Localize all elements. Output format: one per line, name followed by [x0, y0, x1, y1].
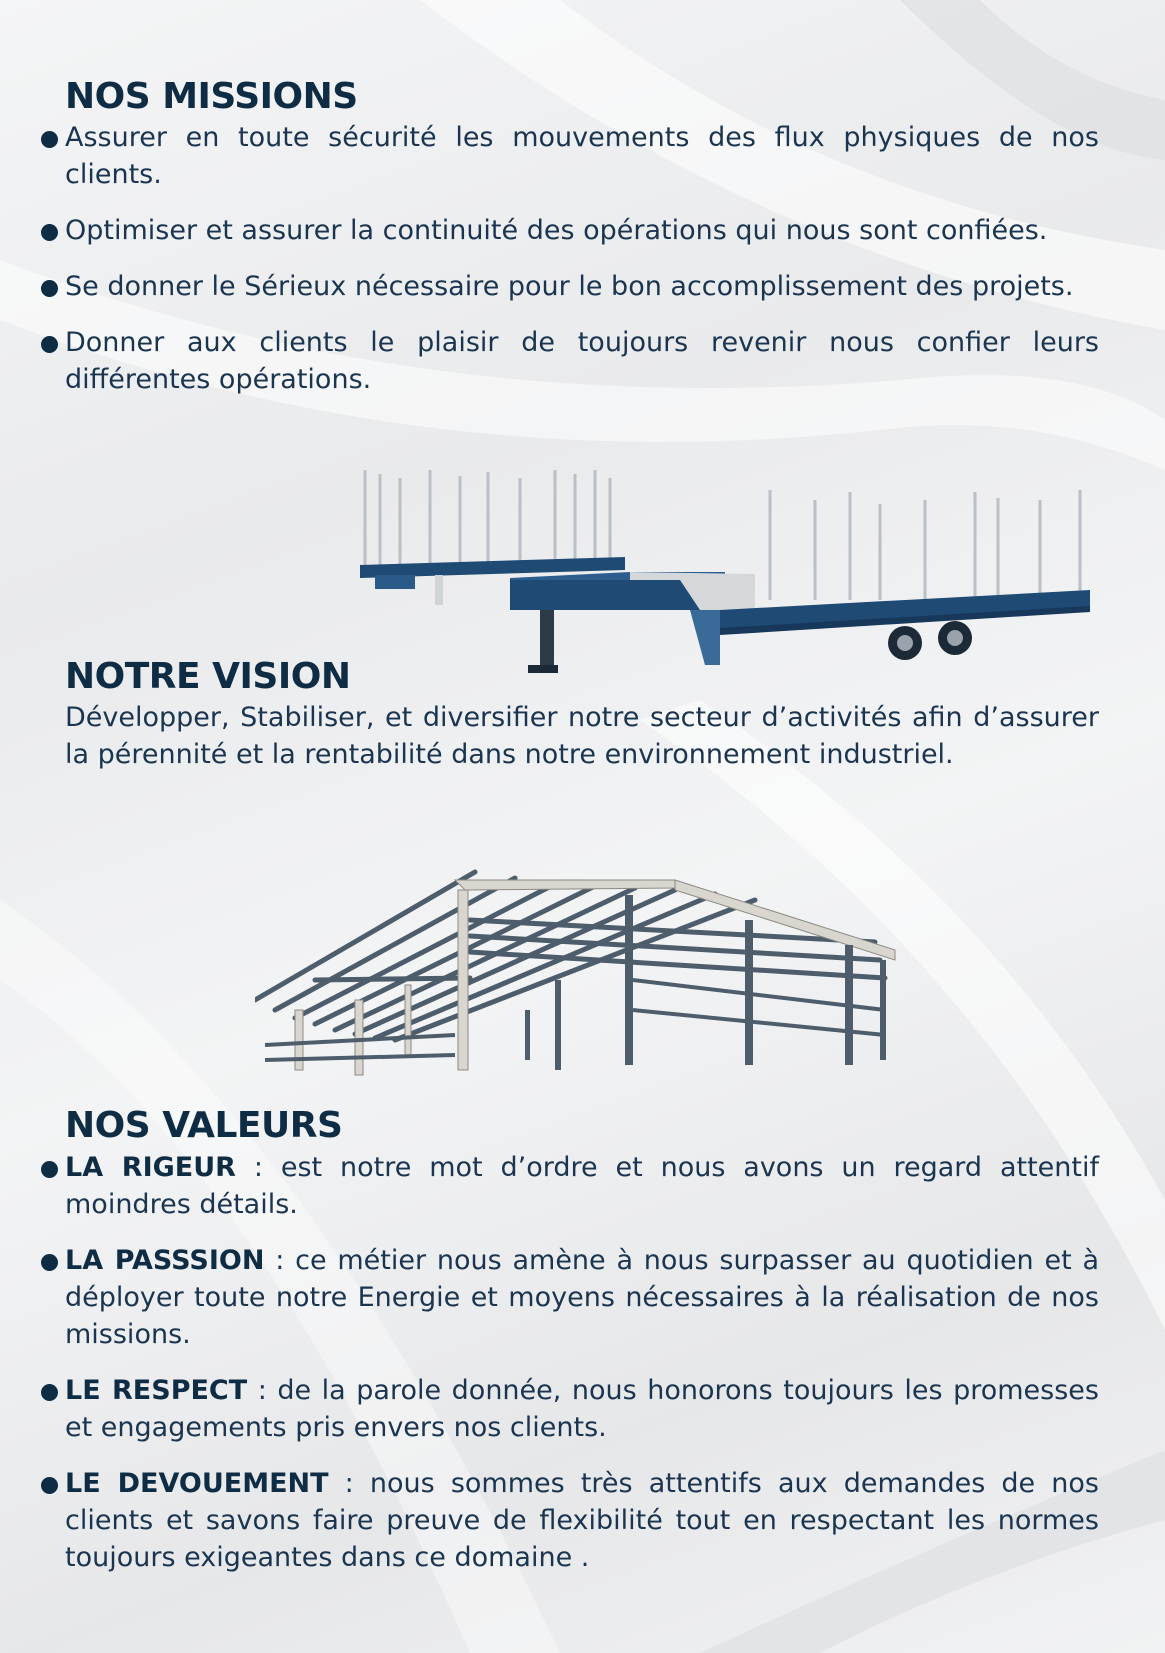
valeur-term: LA PASSSION [65, 1245, 265, 1276]
bullet-icon [41, 1384, 58, 1401]
list-item [36, 1465, 1099, 1576]
trailer-illustration [360, 460, 1100, 690]
list-item [36, 1372, 1099, 1446]
mission-text: Se donner le Sérieux nécessaire pour le bon accomplissement des projets. [65, 271, 1074, 302]
list-item [36, 212, 1099, 249]
valeur-text [65, 1465, 1099, 1576]
list-item [36, 119, 1099, 193]
steel-hangar-illustration [255, 860, 940, 1100]
valeur-term: LE DEVOUEMENT [65, 1468, 329, 1499]
valeurs-heading: NOS VALEURS [65, 1105, 343, 1146]
list-item [36, 324, 1099, 398]
list-item [36, 1242, 1099, 1353]
mission-text: Assurer en toute sécurité les mouvements des flux physiques de nos clients. [65, 122, 1099, 190]
valeur-desc: : ce métier nous amène à nous surpasser au quotidien et à déployer toute notre Energie et moyens nécessaires à la réalisation de nos missions. [65, 1245, 1099, 1350]
valeur-text [65, 1242, 1099, 1353]
bullet-icon [41, 1477, 58, 1494]
mission-text: Donner aux clients le plaisir de toujours revenir nous confier leurs différentes opérations. [65, 327, 1099, 395]
bullet-icon [41, 1254, 58, 1271]
vision-heading: NOTRE VISION [65, 656, 351, 697]
valeur-desc: : de la parole donnée, nous honorons toujours les promesses et engagements pris envers nos clients. [65, 1375, 1099, 1443]
bullet-icon [41, 1161, 58, 1178]
list-item [36, 1149, 1099, 1223]
vision-text: Développer, Stabiliser, et diversifier notre secteur d’activités afin d’assurer la pérennité et la rentabilité dans notre environnement industriel. [65, 702, 1099, 770]
valeurs-list [36, 1149, 1099, 1595]
list-item [36, 268, 1099, 305]
valeur-term: LE RESPECT [65, 1375, 248, 1406]
valeur-desc: : nous sommes très attentifs aux demandes de nos clients et savons faire preuve de flexibilité tout en respectant les normes toujours exigeantes dans ce domaine . [65, 1468, 1099, 1573]
bullet-icon [41, 280, 58, 297]
missions-list [36, 119, 1099, 417]
mission-text: Optimiser et assurer la continuité des opérations qui nous sont confiées. [65, 215, 1048, 246]
valeur-text [65, 1149, 1099, 1223]
bullet-icon [41, 336, 58, 353]
valeur-desc: : est notre mot d’ordre et nous avons un regard attentif moindres détails. [65, 1152, 1099, 1220]
valeur-term: LA RIGEUR [65, 1152, 236, 1183]
bullet-icon [41, 131, 58, 148]
missions-heading: NOS MISSIONS [65, 76, 358, 117]
bullet-icon [41, 224, 58, 241]
valeur-text [65, 1372, 1099, 1446]
